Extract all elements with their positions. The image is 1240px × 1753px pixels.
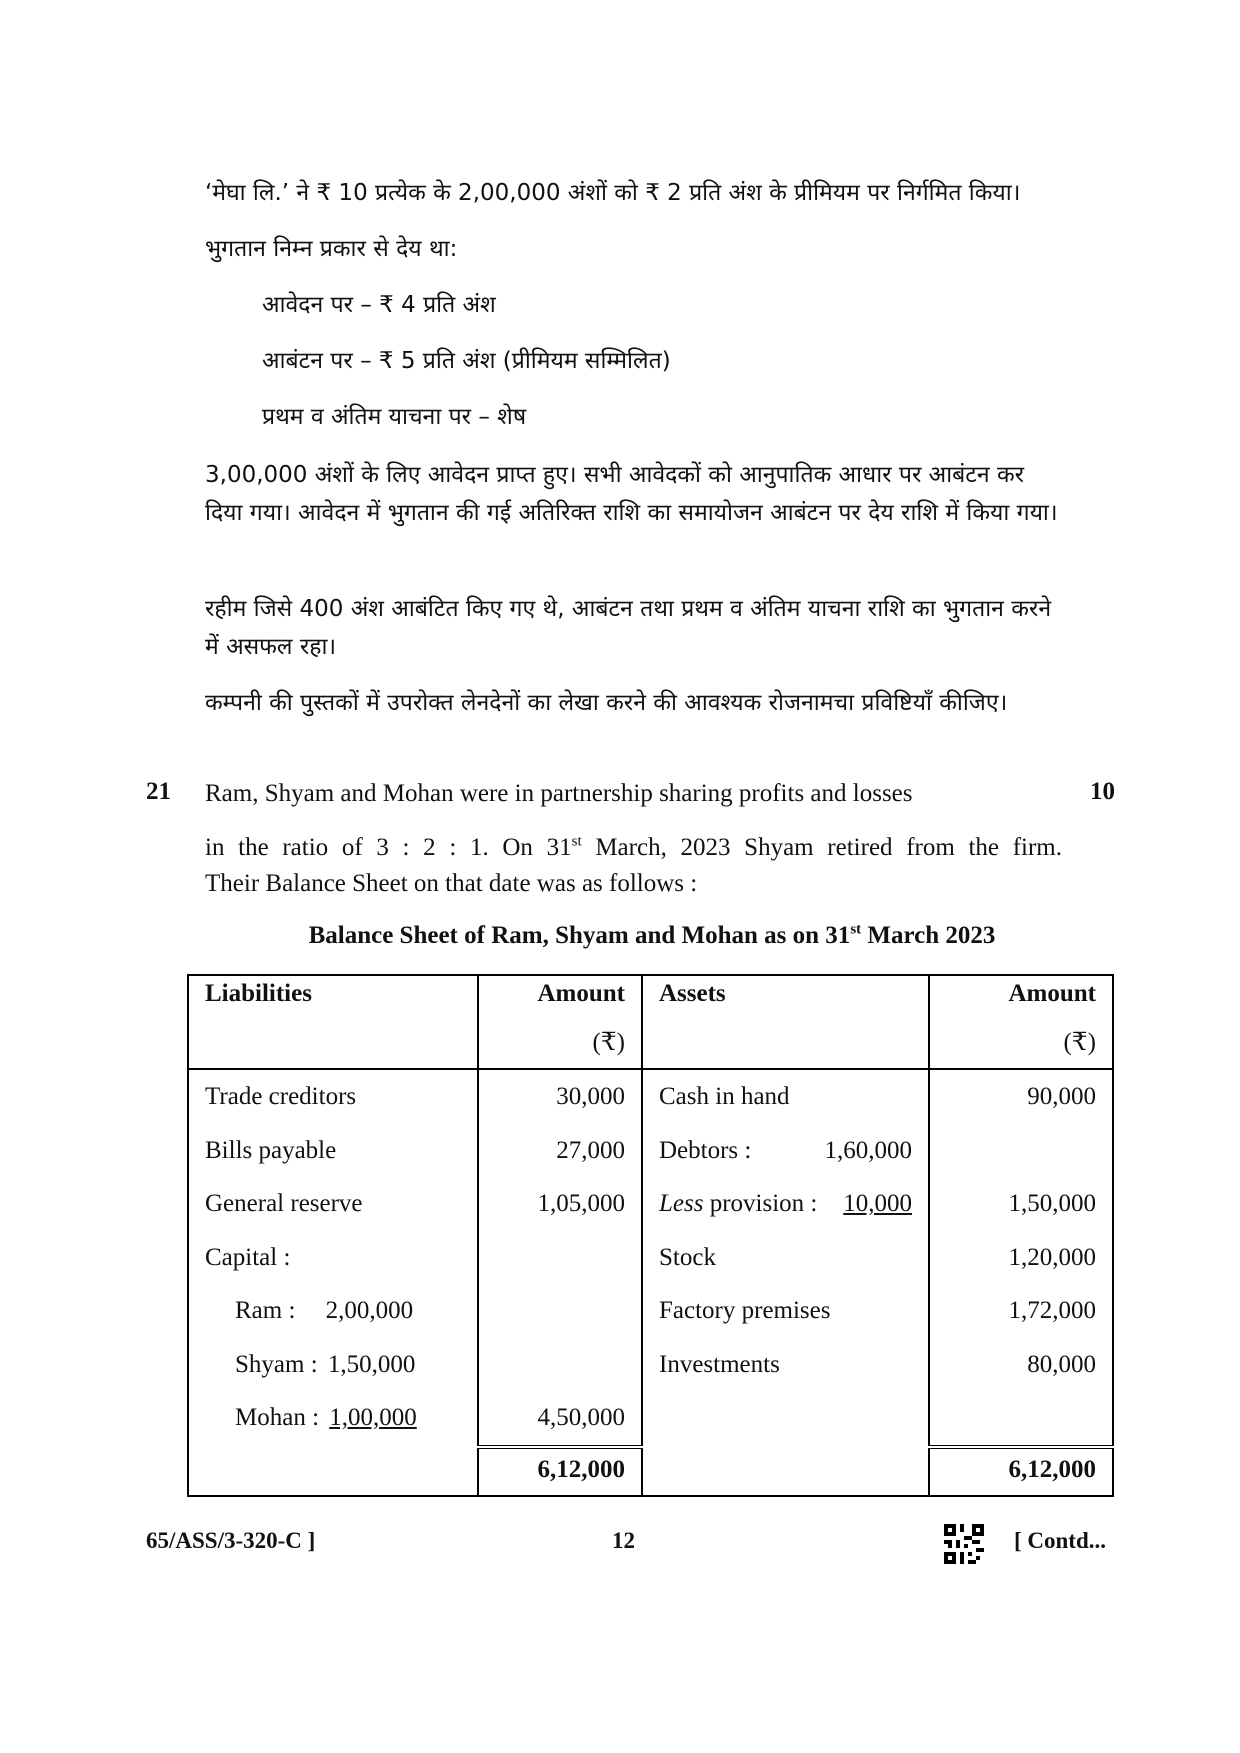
question-line-2b: March, 2023 Shyam retired from the firm. xyxy=(581,834,1063,861)
debtors-cell xyxy=(642,1124,929,1178)
hindi-para-5: कम्पनी की पुस्तकों में उपरोक्त लेनदेनों का लेखा करने की आवश्यक रोजनामचा प्रविष्टियाँ कीजिए। xyxy=(205,690,1008,716)
cash-amount: 90,000 xyxy=(929,1069,1113,1124)
bills-payable-label: Bills payable xyxy=(188,1124,478,1178)
trade-creditors-amount: 30,000 xyxy=(478,1069,642,1124)
hindi-para-4: रहीम जिसे 400 अंश आबंटित किए गए थे, आबंटन तथा प्रथम व अंतिम याचना राशि का भुगतान करने में असफल रहा। xyxy=(205,596,1052,660)
ram-amount: 2,00,000 xyxy=(325,1297,414,1324)
header-amount-liabilities: Amount xyxy=(478,975,642,1028)
general-reserve-label: General reserve xyxy=(188,1177,478,1231)
hindi-item-3: प्रथम व अंतिम याचना पर – शेष xyxy=(262,404,527,430)
mohan-label: Mohan : xyxy=(235,1404,320,1431)
trade-creditors-label: Trade creditors xyxy=(188,1069,478,1124)
balance-sheet-title-b: March 2023 xyxy=(861,922,996,949)
question-line-1: Ram, Shyam and Mohan were in partnership sharing profits and losses xyxy=(205,780,913,807)
stock-label: Stock xyxy=(642,1231,929,1285)
shyam-capital-cell xyxy=(188,1338,478,1392)
balance-sheet-table xyxy=(187,974,1114,1497)
investments-amount: 80,000 xyxy=(929,1338,1113,1392)
investments-label: Investments xyxy=(642,1338,929,1392)
question-line-2-sup: st xyxy=(571,833,582,850)
ram-label: Ram : xyxy=(235,1297,296,1324)
unit-liabilities: (₹) xyxy=(478,1028,642,1069)
capital-label: Capital : xyxy=(188,1231,478,1285)
cash-label: Cash in hand xyxy=(642,1069,929,1124)
capital-total-amount: 4,50,000 xyxy=(478,1391,642,1447)
shyam-label: Shyam : xyxy=(235,1350,318,1378)
factory-label: Factory premises xyxy=(642,1284,929,1338)
question-line-2 xyxy=(205,830,1062,866)
liabilities-total: 6,12,000 xyxy=(478,1447,642,1496)
balance-sheet-title-sup: st xyxy=(850,921,862,938)
header-amount-assets: Amount xyxy=(929,975,1113,1028)
bills-payable-amount: 27,000 xyxy=(478,1124,642,1178)
balance-sheet-title-a: Balance Sheet of Ram, Shyam and Mohan as on 31 xyxy=(308,922,851,949)
question-marks: 10 xyxy=(1090,778,1115,805)
mohan-capital-cell xyxy=(188,1391,478,1447)
provision-amount: 10,000 xyxy=(843,1190,912,1217)
debtors-label: Debtors : xyxy=(659,1136,752,1164)
assets-total: 6,12,000 xyxy=(929,1447,1113,1496)
general-reserve-amount: 1,05,000 xyxy=(478,1177,642,1231)
debtors-net-amount: 1,50,000 xyxy=(929,1177,1113,1231)
unit-assets: (₹) xyxy=(929,1028,1113,1069)
less-label: Less xyxy=(659,1190,704,1217)
debtors-gross: 1,60,000 xyxy=(824,1136,912,1164)
factory-amount: 1,72,000 xyxy=(929,1284,1113,1338)
stock-amount: 1,20,000 xyxy=(929,1231,1113,1285)
question-line-2a: in the ratio of 3 : 2 : 1. On 31 xyxy=(205,834,572,861)
provision-cell xyxy=(642,1177,929,1231)
question-number: 21 xyxy=(146,778,171,805)
contd-label: [ Contd... xyxy=(1014,1528,1107,1553)
hindi-para-2: भुगतान निम्न प्रकार से देय था: xyxy=(205,236,458,262)
hindi-para-1: ‘मेघा लि.’ ने ₹ 10 प्रत्येक के 2,00,000 अंशों को ₹ 2 प्रति अंश के प्रीमियम पर निर्गमित किया। xyxy=(205,180,1021,206)
paper-code: 65/ASS/3-320-C ] xyxy=(146,1528,316,1553)
page-number: 12 xyxy=(612,1528,635,1553)
header-liabilities: Liabilities xyxy=(188,975,478,1028)
balance-sheet-title xyxy=(187,922,1117,950)
question-line-3: Their Balance Sheet on that date was as follows : xyxy=(205,870,698,897)
shyam-amount: 1,50,000 xyxy=(327,1350,416,1378)
provision-label: provision : xyxy=(703,1190,818,1217)
qr-code-icon xyxy=(944,1524,984,1564)
header-assets: Assets xyxy=(642,975,929,1028)
hindi-item-1: आवेदन पर – ₹ 4 प्रति अंश xyxy=(262,292,496,318)
mohan-amount: 1,00,000 xyxy=(329,1404,417,1431)
hindi-para-3: 3,00,000 अंशों के लिए आवेदन प्राप्त हुए। सभी आवेदकों को आनुपातिक आधार पर आबंटन कर दिया गया। आवेदन में भुगतान की गई अतिरिक्त राशि का समायोजन आबंटन पर देय राशि में किया गया। xyxy=(205,462,1058,526)
ram-capital-cell xyxy=(188,1284,478,1338)
hindi-item-2: आबंटन पर – ₹ 5 प्रति अंश (प्रीमियम सम्मिलित) xyxy=(262,348,671,374)
